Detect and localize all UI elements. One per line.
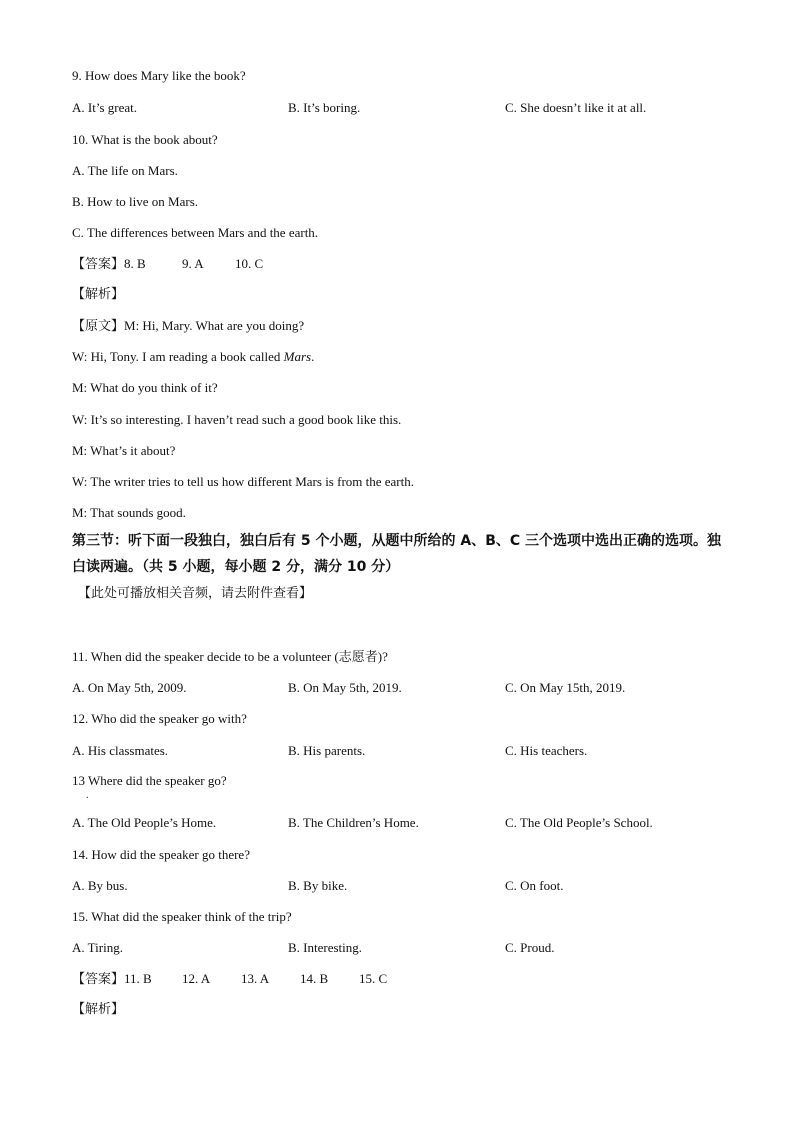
transcript-line-1 [72, 318, 304, 335]
q13-option-c: C. The Old People’s School. [505, 815, 653, 830]
q11-option-b: B. On May 5th, 2019. [288, 680, 402, 695]
q10-option-a: A. The life on Mars. [72, 163, 178, 178]
transcript-text: M: Hi, Mary. What are you doing? [124, 318, 305, 333]
section-3-heading: 第三节：听下面一段独白，独白后有 5 个小题，从题中所给的 A、B、C 三个选项中选出正确的选项。独白读两遍。（共 5 小题，每小题 2 分，满分 10 分） [72, 533, 722, 575]
q9-option-b: B. It’s boring. [288, 100, 361, 115]
answer-row-1 [72, 256, 263, 273]
q12-option-a: A. His classmates. [72, 743, 169, 758]
answer-label: 【答案】 [72, 972, 125, 987]
answer-item: 11. B [124, 971, 152, 986]
transcript-line-3: M: What do you think of it? [72, 380, 218, 395]
answer-item: 10. C [235, 256, 264, 271]
stray-dot: . [86, 790, 89, 801]
answer-item: 12. A [182, 971, 211, 986]
q10-option-b: B. How to live on Mars. [72, 194, 199, 209]
transcript-line-5: M: What’s it about? [72, 443, 176, 458]
answer-item: 15. C [359, 971, 388, 986]
q14-option-b: B. By bike. [288, 878, 348, 893]
q11-option-a: A. On May 5th, 2009. [72, 680, 187, 695]
question-13: 13 Where did the speaker go? [72, 773, 227, 788]
question-12: 12. Who did the speaker go with? [72, 711, 247, 726]
q14-option-c: C. On foot. [505, 878, 564, 893]
q13-option-a: A. The Old People’s Home. [72, 815, 217, 830]
book-title: Mars [283, 349, 312, 364]
q12-option-b: B. His parents. [288, 743, 366, 758]
q9-option-a: A. It’s great. [72, 100, 137, 115]
question-11: 11. When did the speaker decide to be a volunteer (志愿者)? [72, 649, 388, 664]
q10-option-c: C. The differences between Mars and the earth. [72, 225, 319, 240]
question-9: 9. How does Mary like the book? [72, 68, 246, 83]
q9-option-c: C. She doesn’t like it at all. [505, 100, 647, 115]
q13-option-b: B. The Children’s Home. [288, 815, 419, 830]
audio-note: 【此处可播放相关音频，请去附件查看】 [78, 586, 313, 601]
question-15: 15. What did the speaker think of the trip? [72, 909, 292, 924]
analysis-label-2: 【解析】 [72, 1002, 125, 1017]
analysis-label-1: 【解析】 [72, 287, 125, 302]
q12-option-c: C. His teachers. [505, 743, 588, 758]
transcript-label: 【原文】 [72, 319, 125, 334]
answer-label: 【答案】 [72, 257, 125, 272]
question-14: 14. How did the speaker go there? [72, 847, 250, 862]
answer-item: 14. B [300, 971, 329, 986]
q15-option-a: A. Tiring. [72, 940, 123, 955]
answer-item: 9. A [182, 256, 204, 271]
transcript-line-6: W: The writer tries to tell us how different Mars is from the earth. [72, 474, 414, 489]
answer-item: 13. A [241, 971, 270, 986]
q11-option-c: C. On May 15th, 2019. [505, 680, 626, 695]
question-10: 10. What is the book about? [72, 132, 218, 147]
q15-option-b: B. Interesting. [288, 940, 363, 955]
q15-option-c: C. Proud. [505, 940, 555, 955]
transcript-line-2 [72, 349, 314, 365]
answer-item: 8. B [124, 256, 146, 271]
transcript-text: . [311, 349, 315, 364]
transcript-line-7: M: That sounds good. [72, 505, 186, 520]
transcript-text: W: Hi, Tony. I am reading a book called [72, 349, 284, 364]
transcript-line-4: W: It’s so interesting. I haven’t read such a good book like this. [72, 412, 402, 427]
answer-row-2 [72, 971, 387, 988]
q14-option-a: A. By bus. [72, 878, 128, 893]
